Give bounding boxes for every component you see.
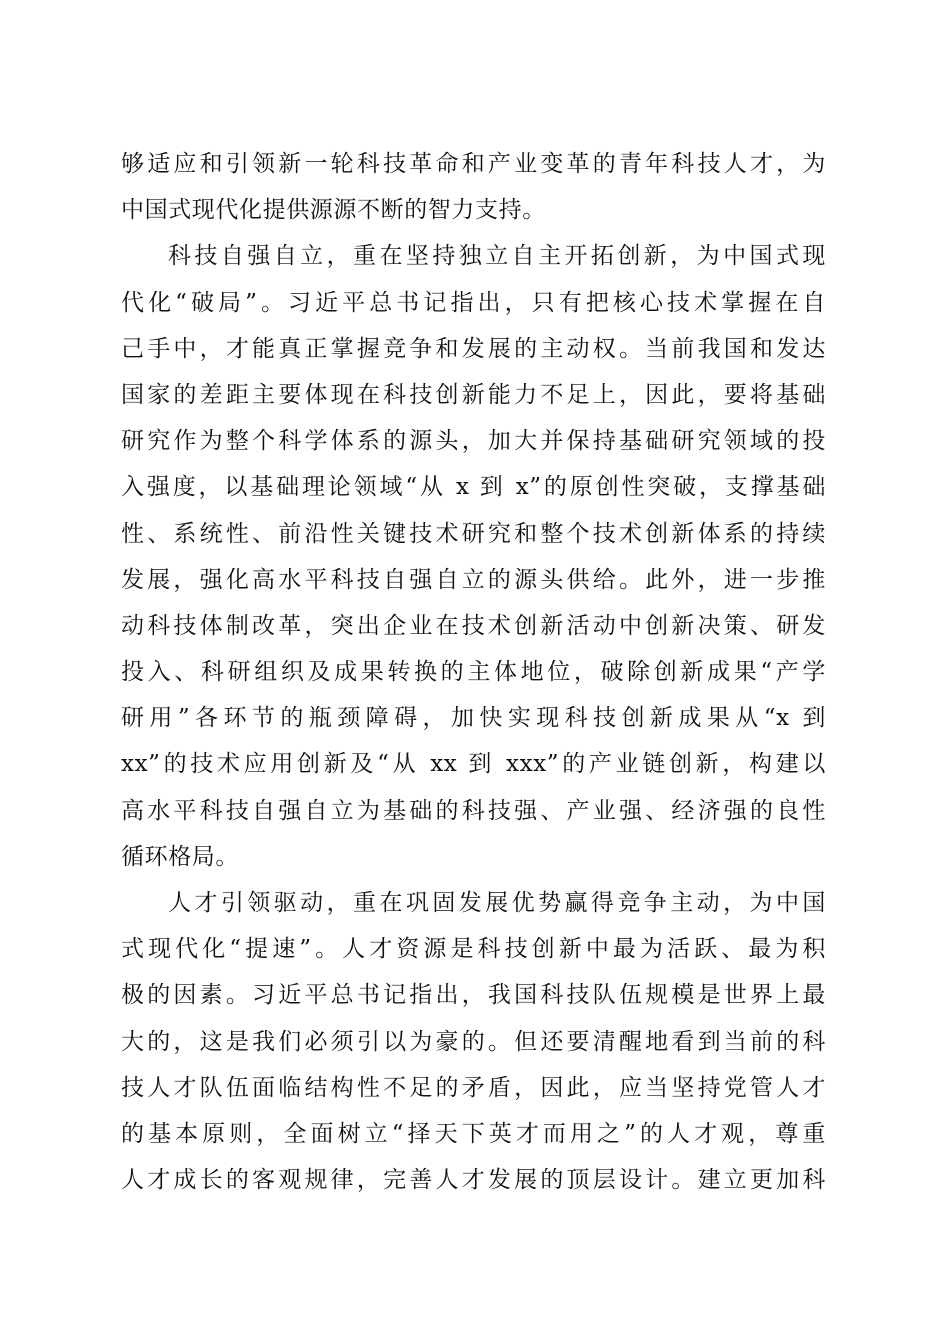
text-line: 投入、科研组织及成果转换的主体地位，破除创新成果“产学 [121, 659, 826, 686]
text-line: 够适应和引领新一轮科技革命和产业变革的青年科技人才，为 [121, 151, 826, 177]
text-line: 极的因素。习近平总书记指出，我国科技队伍规模是世界上最 [121, 982, 826, 1009]
text-line: 中国式现代化提供源源不断的智力支持。 [121, 197, 546, 224]
text-line: 入强度，以基础理论领域“从 x 到 x”的原创性突破，支撑基础 [121, 474, 826, 501]
text-line: 科技自强自立，重在坚持独立自主开拓创新，为中国式现 [168, 243, 826, 270]
text-line: 己手中，才能真正掌握竞争和发展的主动权。当前我国和发达 [121, 335, 826, 362]
text-line: 人才成长的客观规律，完善人才发展的顶层设计。建立更加科 [121, 1167, 826, 1194]
text-line: 循环格局。 [121, 843, 239, 870]
document-body [121, 141, 826, 1203]
text-line: 研究作为整个科学体系的源头，加大并保持基础研究领域的投 [121, 428, 826, 455]
text-line: 式现代化“提速”。人才资源是科技创新中最为活跃、最为积 [121, 936, 826, 963]
text-line: 人才引领驱动，重在巩固发展优势赢得竞争主动，为中国 [168, 890, 826, 916]
text-line: 研用”各环节的瓶颈障碍，加快实现科技创新成果从“x 到 [121, 705, 826, 732]
text-line: 国家的差距主要体现在科技创新能力不足上，因此，要将基础 [121, 381, 826, 408]
text-line: 代化“破局”。习近平总书记指出，只有把核心技术掌握在自 [121, 289, 826, 316]
text-line: 的基本原则，全面树立“择天下英才而用之”的人才观，尊重 [121, 1120, 826, 1147]
text-line: 性、系统性、前沿性关键技术研究和整个技术创新体系的持续 [121, 520, 826, 547]
text-line: 高水平科技自强自立为基础的科技强、产业强、经济强的良性 [121, 797, 826, 824]
text-line: 大的，这是我们必须引以为豪的。但还要清醒地看到当前的科 [121, 1028, 826, 1055]
text-line: 发展，强化高水平科技自强自立的源头供给。此外，进一步推 [121, 566, 826, 593]
text-line: 技人才队伍面临结构性不足的矛盾，因此，应当坚持党管人才 [121, 1074, 826, 1101]
text-line: 动科技体制改革，突出企业在技术创新活动中创新决策、研发 [121, 612, 826, 639]
text-line: xx”的技术应用创新及“从 xx 到 xxx”的产业链创新，构建以 [121, 751, 826, 778]
